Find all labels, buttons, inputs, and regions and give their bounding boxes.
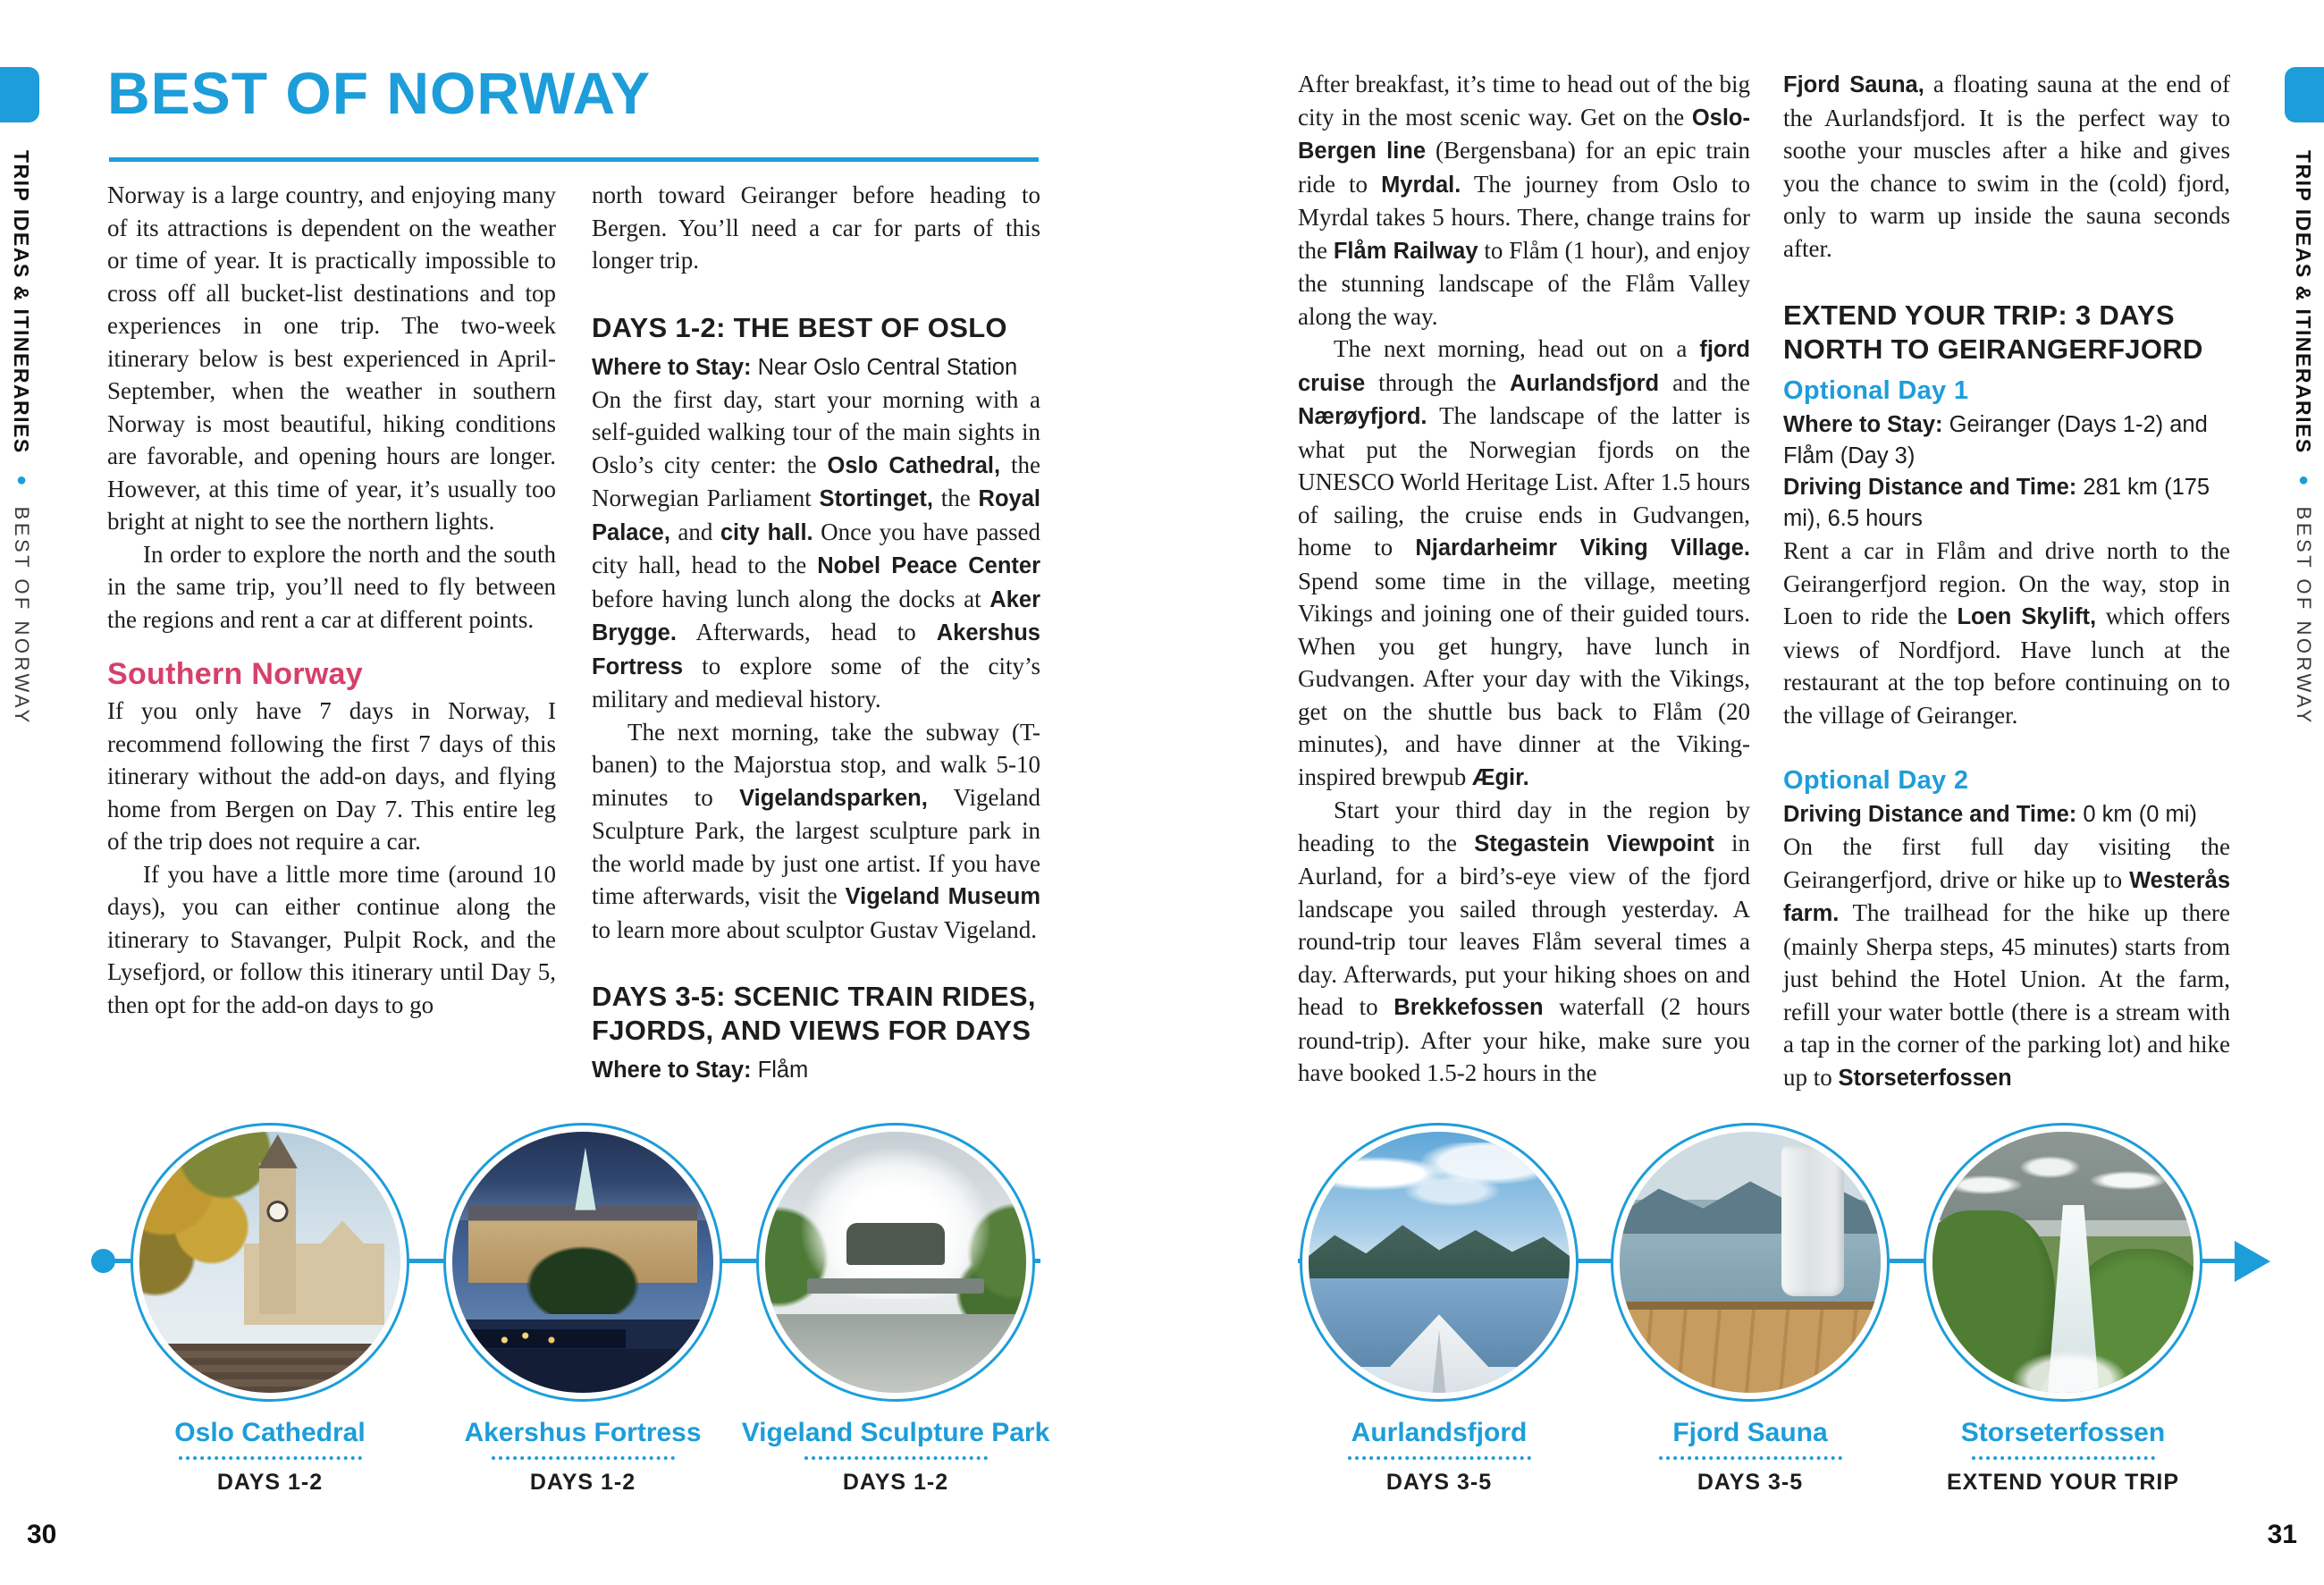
paragraph [1298,333,1750,794]
timeline-item-name: Storseterfossen [1960,1418,2166,1447]
kv-value: Near Oslo Central Station [757,354,1018,380]
chapter-tab-left [0,67,39,122]
photo-scene-shape [796,1142,995,1299]
bold-place-name: Stegastein Viewpoint [1474,830,1714,856]
timeline-item [1611,1123,1890,1495]
text-column-1 [107,179,556,1021]
timeline-dotted-divider [1659,1456,1842,1460]
text-run: the [932,485,979,511]
kv-label: Where to Stay: [1783,412,1949,437]
section-heading: EXTEND YOUR TRIP: 3 DAYS NORTH TO GEIRANGERFJORD [1783,299,2203,365]
paragraph [1783,535,2230,731]
timeline-item [443,1123,722,1495]
bold-place-name: Ægir. [1471,764,1529,790]
title-rule [109,157,1039,162]
paragraph [1298,68,1750,333]
sidebar-page-label: BEST OF NORWAY [2293,506,2315,726]
storseterfossen-photo [1932,1132,2193,1393]
timeline-item-name: Akershus Fortress [464,1418,702,1447]
photo-scene-shape [520,1242,645,1315]
sidebar-bullet-icon: ● [2294,470,2313,491]
key-value-line [592,352,1040,384]
kv-value: 0 km (0 mi) [2083,802,2197,827]
paragraph [1783,68,2230,265]
section-heading: Optional Day 1 [1783,376,1969,405]
text-run: (Bergensbana) for an epic train ride to [1298,137,1750,198]
timeline-dotted-divider [1348,1456,1531,1460]
paragraph [107,695,556,858]
text-run: a floating sauna at the end of the Aurlandsfjord. It is the perfect way to soothe your muscles after a hike and gives you the chance to swim in the (cold) fjord, only to warm up inside the sauna seconds after. [1783,71,2231,262]
text-run: After breakfast, it’s time to head out of the big city in the most scenic way. Get on the [1298,71,1750,131]
text-run: through the [1365,368,1510,396]
bold-place-name: fjord cruise [1298,337,1750,396]
key-value-line [1783,472,2230,535]
timeline-start-dot [91,1249,115,1273]
bold-place-name: Vigelandsparken, [739,785,928,811]
timeline-photo-ring [1924,1123,2202,1402]
text-run: On the first day, start your morning with a self-guided walking tour of the main sights in Oslo’s city center: the [592,385,1040,478]
timeline-dotted-divider [179,1456,362,1460]
text-run: which offers views of Nordfjord. Have lunch at the restaurant at the top before continuing on to the village of Geiranger. [1783,603,2230,729]
text-run: In order to explore the north and the south in the same trip, you’ll need to fly between the regions and rent a car at different points. [107,540,556,633]
timeline-photo-ring [1611,1123,1890,1402]
text-run: On the first full day visiting the Geirangerfjord, drive or hike up to [1783,833,2230,893]
photo-scene-shape [846,1223,946,1265]
paragraph [107,858,556,1022]
timeline-dotted-divider [804,1456,988,1460]
timeline-dotted-divider [1972,1456,2155,1460]
kv-label: Where to Stay: [592,354,758,380]
text-run: Afterwards, head to [676,619,937,645]
bold-place-name: Brekkefossen [1394,995,1544,1020]
text-run: Vigeland Sculpture Park, the largest sculpture park in the world made by just one artist. If you have time afterwards, visit the [592,783,1040,909]
timeline-item-days: EXTEND YOUR TRIP [1946,1470,2180,1495]
text-run: and [669,518,720,545]
sidebar-section-label: TRIP IDEAS & ITINERARIES [2292,150,2315,454]
bold-place-name: Aker Brygge. [592,586,1040,645]
sidebar-vertical-label-left [9,150,33,726]
text-run: to Flåm (1 hour), and enjoy the stunning landscape of the Flåm Valley along the way. [1298,236,1750,330]
text-column-3 [1298,68,1750,1090]
text-column-2 [592,179,1040,1086]
bold-place-name: Westerås farm. [1783,867,2230,926]
paragraph [107,179,556,538]
key-value-line [1783,799,2230,830]
text-run: Start your third day in the region by heading to the [1298,797,1750,856]
photo-scene-shape [1620,1302,1881,1310]
paragraph [1298,794,1750,1090]
bold-place-name: Oslo-Bergen line [1298,105,1750,164]
timeline-photo-ring [443,1123,722,1402]
bold-place-name: Vigeland Museum [845,884,1041,909]
photo-scene-shape [139,1344,400,1393]
paragraph [592,716,1040,947]
text-column-4 [1783,68,2230,1094]
kv-label: Driving Distance and Time: [1783,802,2084,827]
timeline-item-days: DAYS 3-5 [1697,1470,1804,1495]
text-run: If you only have 7 days in Norway, I recommend following the first 7 days of this itinerary without the add-on days, and flying home from Bergen on Day 7. This entire leg of the trip does not require a car. [107,697,556,855]
section-heading: Optional Day 2 [1783,766,1969,795]
photo-scene-shape [259,1163,296,1314]
text-run: If you have a little more time (around 10 days), you can either continue along the itinerary to Stavanger, Pulpit Rock, and the Lysefjord, or follow this itinerary until Day 5, then opt for the add-on days to go [107,860,556,1018]
sidebar-vertical-label-right [2291,150,2315,726]
text-run: north toward Geiranger before heading to Bergen. You’ll need a car for parts of this longer trip. [592,181,1040,274]
bold-place-name: Flåm Railway [1333,238,1478,264]
section-heading: Southern Norway [107,657,363,691]
sidebar-page-label: BEST OF NORWAY [11,506,33,726]
section-heading: DAYS 3-5: SCENIC TRAIN RIDES, FJORDS, AND VIEWS FOR DAYS [592,981,1036,1046]
bold-place-name: Fjord Sauna, [1783,72,1924,97]
photo-scene-shape [1309,1142,1570,1221]
sidebar-section-label: TRIP IDEAS & ITINERARIES [10,150,33,454]
timeline-caption [1866,1418,2260,1496]
text-run: waterfall (2 hours round-trip). After your hike, make sure you have booked 1.5-2 hours in the [1298,993,1750,1086]
bold-place-name: Royal Palace, [592,486,1040,545]
text-run: The trailhead for the hike up there (mainly Sherpa steps, 45 minutes) starts from just behind the Hotel Union. At the farm, refill your water bottle (there is a stream with a tap in the corner of the parking lot) and hike up to [1783,899,2230,1091]
aurlandsfjord-photo [1309,1132,1570,1393]
timeline-item [1300,1123,1579,1495]
timeline-item [131,1123,409,1495]
timeline-photo-ring [1300,1123,1579,1402]
text-run: to learn more about sculptor Gustav Vigeland. [592,915,1038,943]
timeline-item-name: Aurlandsfjord [1351,1418,1528,1447]
text-run: Once you have passed city hall, head to the [592,518,1040,578]
bold-place-name: Nærøyfjord. [1298,404,1427,429]
text-run: The landscape of the latter is what put the Norwegian fjords on the UNESCO World Heritage List. After 1.5 hours of sailing, the cruise ends in Gudvangen, home to [1298,402,1750,561]
vigeland-photo [765,1132,1026,1393]
timeline-photo-ring [756,1123,1035,1402]
key-value-line [592,1055,1040,1086]
oslo-cathedral-photo [139,1132,400,1393]
bold-place-name: Aurlandsfjord [1509,370,1660,396]
paragraph [592,179,1040,277]
page-title: BEST OF NORWAY [107,60,652,126]
photo-scene-shape [452,1319,713,1393]
chapter-tab-right [2285,67,2324,122]
text-run: before having lunch along the docks at [592,585,990,612]
bold-place-name: Myrdal. [1381,172,1461,198]
timeline-arrow-icon [2235,1241,2270,1282]
page-number-left: 30 [27,1520,57,1549]
bold-place-name: Njardarheimr Viking Village. [1415,535,1750,561]
kv-value: Geiranger (Days 1-2) and Flåm (Day 3) [1783,412,2208,468]
timeline-item-name: Fjord Sauna [1672,1418,1828,1447]
text-run: The journey from Oslo to Myrdal takes 5 hours. There, change trains for the [1298,170,1750,264]
paragraph [592,384,1040,716]
timeline-caption [699,1418,1092,1496]
page-number-right: 31 [2267,1520,2297,1549]
text-run: The next morning, take the subway (T-banen) to the Majorstua stop, and walk 5-10 minutes to [592,718,1040,811]
section-heading: DAYS 1-2: THE BEST OF OSLO [592,311,1007,343]
key-value-line [1783,409,2230,472]
bold-place-name: Oslo Cathedral, [827,452,1001,478]
text-run: in Aurland, for a bird’s-eye view of the fjord landscape you sailed through yesterday. A round-trip tour leaves Flåm several times a day. Afterwards, put your hiking shoes on and head to [1298,829,1750,1020]
timeline-item-days: DAYS 1-2 [842,1470,949,1495]
kv-label: Where to Stay: [592,1058,758,1083]
timeline-item [741,1123,1050,1495]
timeline-item-name: Vigeland Sculpture Park [741,1418,1050,1447]
kv-value: 281 km (175 mi), 6.5 hours [1783,475,2210,531]
bold-place-name: Stortinget, [819,486,933,511]
text-run: Norway is a large country, and enjoying many of its attractions is dependent on the weather or time of year. It is practically impossible to cross off all bucket-list destinations and top experiences in one trip. The two-week itinerary below is best experienced in April-September, when the weather in southern Norway is most beautiful, hiking conditions are favorable, and opening hours are longer. However, at this time of year, it’s usually too bright at night to see the northern lights. [107,181,556,535]
text-run: Spend some time in the village, meeting Vikings and joining one of their guided tours. When you get hungry, have lunch in Gudvangen. After your day with the Vikings, get on the shuttle bus back to Flåm (20 minutes), and have dinner at the Viking-inspired brewpub [1298,567,1750,790]
text-run: to explore some of the city’s military and medieval history. [592,652,1040,712]
timeline-item-days: DAYS 1-2 [216,1470,324,1495]
photo-scene-shape [2011,1351,2128,1393]
bold-place-name: Nobel Peace Center [817,553,1040,578]
paragraph [1783,830,2230,1094]
timeline-photo-ring [131,1123,409,1402]
text-run: the Norwegian Parliament [592,451,1040,511]
timeline-item [1924,1123,2202,1495]
fjord-sauna-photo [1620,1132,1881,1393]
kv-label: Driving Distance and Time: [1783,475,2084,500]
text-run: and the [1659,368,1750,396]
text-run: The next morning, head out on a [1334,335,1700,362]
timeline-item-name: Oslo Cathedral [174,1418,366,1447]
photo-scene-shape [765,1314,1026,1393]
timeline-dotted-divider [492,1456,675,1460]
bold-place-name: city hall. [720,519,813,545]
photo-scene-shape [807,1278,985,1294]
bold-place-name: Storseterfossen [1838,1065,2012,1091]
sidebar-bullet-icon: ● [12,470,31,491]
text-run: Rent a car in Flåm and drive north to the Geirangerfjord region. On the way, stop in Loen to ride the [1783,537,2230,629]
bold-place-name: Akershus Fortress [592,620,1040,679]
timeline-item-days: DAYS 3-5 [1385,1470,1493,1495]
bold-place-name: Loen Skylift, [1957,604,2097,629]
paragraph [107,538,556,637]
photo-scene-shape [1620,1304,1881,1393]
kv-value: Flåm [757,1058,809,1083]
akershus-photo [452,1132,713,1393]
timeline-item-days: DAYS 1-2 [529,1470,636,1495]
photo-scene-shape [1781,1145,1844,1296]
